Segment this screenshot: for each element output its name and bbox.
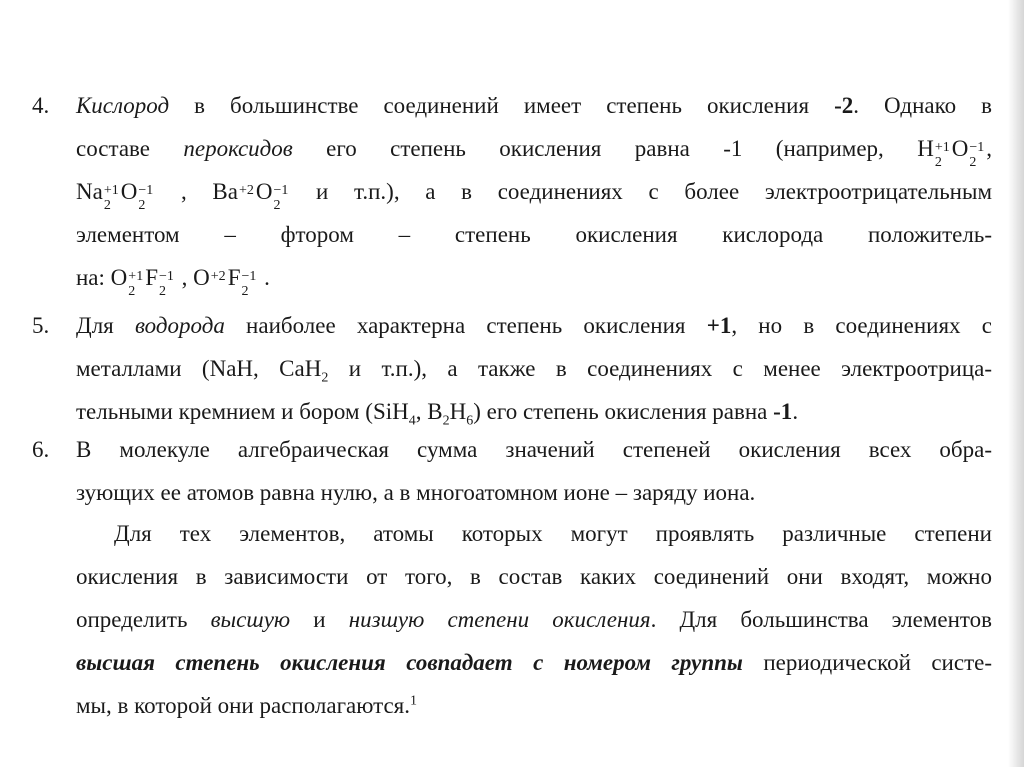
text-line: окисления в зависимости от того, в состав каких соединений они входят, можно [76, 564, 992, 589]
list-item-6 [32, 428, 992, 514]
text-line: Na +1 2 O −1 2 , Ba +2 O −1 2 и т.п.), а в соединениях с более электроотрицательным [76, 170, 992, 213]
formula-of2: O +2 F −1 2 [193, 265, 257, 299]
list-item-4 [32, 84, 992, 299]
text-line: Для тех элементов, атомы которых могут проявлять различные степени [114, 521, 992, 546]
text-line: металлами (NaH, CaH$_2$ и т.п.), а также в соединениях с менее электроотрица- [76, 356, 993, 386]
text-line: Кислород в большинстве соединений имеет степень окисления -2. Однако в [76, 93, 992, 118]
footnote-mark: 1 [410, 693, 417, 709]
formula-na2o2: Na +1 2 O −1 2 [76, 179, 154, 213]
text-line: элементом – фтором – степень окисления кислорода положитель- [76, 222, 992, 247]
item-body [76, 428, 992, 514]
text-line: составе пероксидов его степень окисления равна -1 (например, H +1 2 O −1 2 , [76, 127, 992, 170]
page-edge-shadow [1008, 0, 1024, 767]
text-line: высшая степень окисления совпадает с номером группы периодической систе- [76, 650, 992, 675]
text-line: В молекуле алгебраическая сумма значений степеней окисления всех обра- [76, 437, 992, 462]
list-item-5 [32, 304, 992, 433]
body-paragraph [76, 512, 992, 727]
text-line: мы, в которой они располагаются.$^1$ [76, 693, 417, 718]
text-line: определить высшую и низшую степени окисления. Для большинства элементов [76, 607, 993, 632]
text-line: тельными кремнием и бором (SiH$_4$, $B_2H_6$) его степень окисления равна -1. [76, 399, 799, 429]
text-line: Для водорода наиболее характерна степень окисления +1, но в соединениях с [76, 313, 992, 338]
item-number: 6. [32, 437, 50, 462]
formula-bao2: Ba +2 O −1 2 [212, 179, 289, 213]
item-number: 5. [32, 313, 50, 338]
item-body [76, 304, 992, 433]
text-line: зующих ее атомов равна нулю, а в многоатомном ионе – заряду иона. [76, 480, 756, 505]
item-number: 4. [32, 93, 50, 118]
item-body [76, 84, 992, 299]
formula-o2f2: O +1 2 F −1 2 [110, 265, 174, 299]
text-line: на: O +1 2 F −1 2 , O +2 F −1 2 . [76, 256, 992, 299]
formula-h2o2: H +1 2 O −1 2 [917, 136, 985, 170]
